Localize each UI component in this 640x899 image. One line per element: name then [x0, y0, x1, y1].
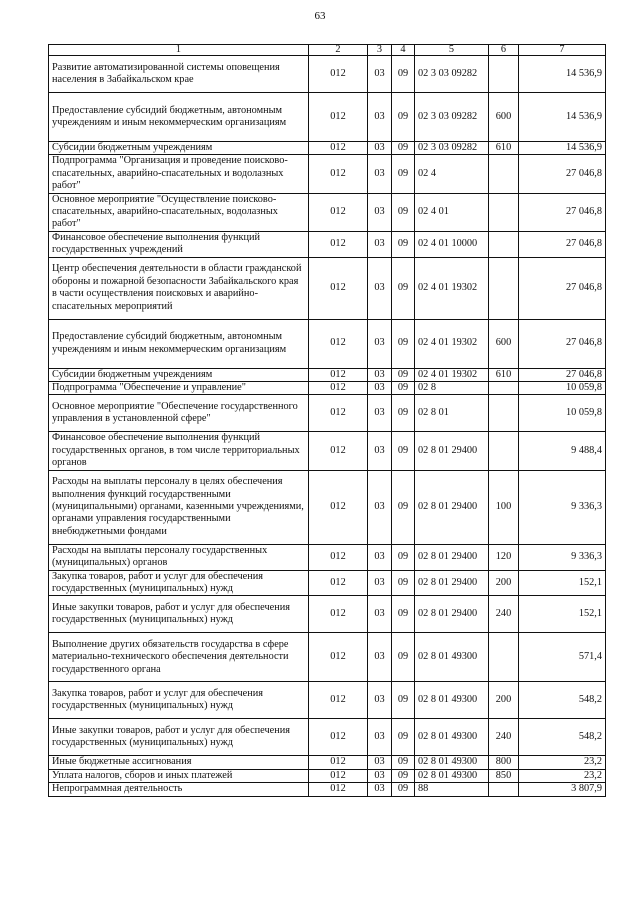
admin-code-cell: 012	[309, 769, 368, 782]
table-row	[49, 142, 606, 155]
amount-cell: 14 536,9	[519, 93, 606, 142]
expense-type-cell	[489, 193, 519, 231]
row-name-cell: Подпрограмма "Обеспечение и управление"	[49, 382, 309, 395]
subsection-code-cell: 09	[392, 155, 415, 193]
row-name-cell: Расходы на выплаты персоналу в целях обеспечения выполнения функций государственными (муниципальными) органами, казенными учреждениями, органами управления государственными внебюджетными фондами	[49, 470, 309, 544]
section-code-cell: 03	[368, 756, 392, 769]
expense-type-cell: 200	[489, 682, 519, 719]
row-name-cell: Финансовое обеспечение выполнения функций государственных органов, в том числе территориальных органов	[49, 432, 309, 470]
section-code-cell: 03	[368, 719, 392, 756]
subsection-code-cell: 09	[392, 570, 415, 596]
target-article-cell: 88	[415, 783, 489, 796]
row-name-cell: Закупка товаров, работ и услуг для обеспечения государственных (муниципальных) нужд	[49, 682, 309, 719]
admin-code-cell: 012	[309, 570, 368, 596]
header-cell: 7	[519, 45, 606, 56]
amount-cell: 548,2	[519, 719, 606, 756]
table-row	[49, 470, 606, 544]
expense-type-cell	[489, 231, 519, 257]
row-name-cell: Основное мероприятие "Осуществление поисково-спасательных, аварийно-спасательных, водолазных работ"	[49, 193, 309, 231]
section-code-cell: 03	[368, 56, 392, 93]
section-code-cell: 03	[368, 368, 392, 381]
amount-cell: 10 059,8	[519, 382, 606, 395]
target-article-cell: 02 8 01	[415, 395, 489, 432]
admin-code-cell: 012	[309, 155, 368, 193]
admin-code-cell: 012	[309, 719, 368, 756]
subsection-code-cell: 09	[392, 756, 415, 769]
admin-code-cell: 012	[309, 231, 368, 257]
expense-type-cell	[489, 155, 519, 193]
target-article-cell: 02 3 03 09282	[415, 93, 489, 142]
table-row	[49, 544, 606, 570]
expense-type-cell	[489, 56, 519, 93]
row-name-cell: Субсидии бюджетным учреждениям	[49, 142, 309, 155]
amount-cell: 27 046,8	[519, 319, 606, 368]
admin-code-cell: 012	[309, 142, 368, 155]
row-name-cell: Иные бюджетные ассигнования	[49, 756, 309, 769]
target-article-cell: 02 8 01 49300	[415, 769, 489, 782]
table-row	[49, 432, 606, 470]
table-row	[49, 395, 606, 432]
amount-cell: 152,1	[519, 596, 606, 633]
header-cell: 3	[368, 45, 392, 56]
table-row	[49, 596, 606, 633]
target-article-cell: 02 4 01 19302	[415, 319, 489, 368]
row-name-cell: Финансовое обеспечение выполнения функций государственных учреждений	[49, 231, 309, 257]
admin-code-cell: 012	[309, 432, 368, 470]
target-article-cell: 02 8	[415, 382, 489, 395]
subsection-code-cell: 09	[392, 142, 415, 155]
amount-cell: 23,2	[519, 756, 606, 769]
row-name-cell: Иные закупки товаров, работ и услуг для обеспечения государственных (муниципальных) нужд	[49, 719, 309, 756]
admin-code-cell: 012	[309, 756, 368, 769]
subsection-code-cell: 09	[392, 93, 415, 142]
target-article-cell: 02 8 01 49300	[415, 756, 489, 769]
admin-code-cell: 012	[309, 395, 368, 432]
header-cell: 6	[489, 45, 519, 56]
target-article-cell: 02 3 03 09282	[415, 56, 489, 93]
expense-type-cell	[489, 257, 519, 319]
row-name-cell: Субсидии бюджетным учреждениям	[49, 368, 309, 381]
admin-code-cell: 012	[309, 783, 368, 796]
row-name-cell: Непрограммная деятельность	[49, 783, 309, 796]
section-code-cell: 03	[368, 544, 392, 570]
expense-type-cell: 240	[489, 719, 519, 756]
target-article-cell: 02 4 01 10000	[415, 231, 489, 257]
section-code-cell: 03	[368, 142, 392, 155]
subsection-code-cell: 09	[392, 633, 415, 682]
amount-cell: 27 046,8	[519, 257, 606, 319]
header-cell: 5	[415, 45, 489, 56]
section-code-cell: 03	[368, 432, 392, 470]
section-code-cell: 03	[368, 570, 392, 596]
row-name-cell: Выполнение других обязательств государства в сфере материально-технического обеспечения деятельности государственного органа	[49, 633, 309, 682]
admin-code-cell: 012	[309, 596, 368, 633]
row-name-cell: Центр обеспечения деятельности в области гражданской обороны и пожарной безопасности Забайкальского края в части осуществления поисковых и аварийно-спасательных мероприятий	[49, 257, 309, 319]
expense-type-cell: 600	[489, 93, 519, 142]
table-row	[49, 769, 606, 782]
section-code-cell: 03	[368, 682, 392, 719]
amount-cell: 23,2	[519, 769, 606, 782]
amount-cell: 9 488,4	[519, 432, 606, 470]
subsection-code-cell: 09	[392, 769, 415, 782]
admin-code-cell: 012	[309, 257, 368, 319]
table-row	[49, 257, 606, 319]
section-code-cell: 03	[368, 395, 392, 432]
expense-type-cell	[489, 432, 519, 470]
expense-type-cell	[489, 783, 519, 796]
expense-type-cell: 200	[489, 570, 519, 596]
header-cell: 1	[49, 45, 309, 56]
amount-cell: 9 336,3	[519, 544, 606, 570]
expense-type-cell: 610	[489, 368, 519, 381]
expense-type-cell: 850	[489, 769, 519, 782]
table-row	[49, 633, 606, 682]
subsection-code-cell: 09	[392, 382, 415, 395]
target-article-cell: 02 3 03 09282	[415, 142, 489, 155]
subsection-code-cell: 09	[392, 783, 415, 796]
amount-cell: 27 046,8	[519, 231, 606, 257]
amount-cell: 10 059,8	[519, 395, 606, 432]
admin-code-cell: 012	[309, 470, 368, 544]
expense-type-cell	[489, 633, 519, 682]
page-number: 63	[314, 10, 326, 22]
section-code-cell: 03	[368, 783, 392, 796]
target-article-cell: 02 8 01 49300	[415, 719, 489, 756]
header-cell: 2	[309, 45, 368, 56]
row-name-cell: Уплата налогов, сборов и иных платежей	[49, 769, 309, 782]
expense-type-cell: 600	[489, 319, 519, 368]
subsection-code-cell: 09	[392, 544, 415, 570]
target-article-cell: 02 8 01 29400	[415, 596, 489, 633]
table-row	[49, 756, 606, 769]
expense-type-cell: 100	[489, 470, 519, 544]
table-row	[49, 719, 606, 756]
admin-code-cell: 012	[309, 319, 368, 368]
subsection-code-cell: 09	[392, 682, 415, 719]
expense-type-cell	[489, 382, 519, 395]
subsection-code-cell: 09	[392, 596, 415, 633]
table-row	[49, 368, 606, 381]
section-code-cell: 03	[368, 596, 392, 633]
table-row	[49, 682, 606, 719]
table-row	[49, 570, 606, 596]
table-row	[49, 155, 606, 193]
table-row	[49, 193, 606, 231]
amount-cell: 27 046,8	[519, 193, 606, 231]
table-row	[49, 93, 606, 142]
header-row	[49, 45, 606, 56]
amount-cell: 27 046,8	[519, 155, 606, 193]
subsection-code-cell: 09	[392, 231, 415, 257]
admin-code-cell: 012	[309, 368, 368, 381]
table-row	[49, 319, 606, 368]
row-name-cell: Предоставление субсидий бюджетным, автономным учреждениям и иным некоммерческим организациям	[49, 319, 309, 368]
admin-code-cell: 012	[309, 382, 368, 395]
admin-code-cell: 012	[309, 682, 368, 719]
subsection-code-cell: 09	[392, 319, 415, 368]
budget-table	[48, 44, 606, 797]
table-row	[49, 231, 606, 257]
row-name-cell: Иные закупки товаров, работ и услуг для обеспечения государственных (муниципальных) нужд	[49, 596, 309, 633]
row-name-cell: Расходы на выплаты персоналу государственных (муниципальных) органов	[49, 544, 309, 570]
amount-cell: 14 536,9	[519, 142, 606, 155]
section-code-cell: 03	[368, 257, 392, 319]
row-name-cell: Подпрограмма "Организация и проведение поисково-спасательных, аварийно-спасательных и водолазных работ"	[49, 155, 309, 193]
expense-type-cell: 800	[489, 756, 519, 769]
row-name-cell: Основное мероприятие "Обеспечение государственного управления в установленной сфере"	[49, 395, 309, 432]
expense-type-cell	[489, 395, 519, 432]
subsection-code-cell: 09	[392, 719, 415, 756]
admin-code-cell: 012	[309, 193, 368, 231]
section-code-cell: 03	[368, 769, 392, 782]
row-name-cell: Развитие автоматизированной системы оповещения населения в Забайкальском крае	[49, 56, 309, 93]
amount-cell: 9 336,3	[519, 470, 606, 544]
row-name-cell: Предоставление субсидий бюджетным, автономным учреждениям и иным некоммерческим организациям	[49, 93, 309, 142]
admin-code-cell: 012	[309, 633, 368, 682]
amount-cell: 27 046,8	[519, 368, 606, 381]
target-article-cell: 02 8 01 49300	[415, 633, 489, 682]
target-article-cell: 02 4 01	[415, 193, 489, 231]
section-code-cell: 03	[368, 470, 392, 544]
target-article-cell: 02 4 01 19302	[415, 257, 489, 319]
table-row	[49, 382, 606, 395]
target-article-cell: 02 8 01 29400	[415, 570, 489, 596]
target-article-cell: 02 8 01 29400	[415, 544, 489, 570]
subsection-code-cell: 09	[392, 395, 415, 432]
expense-type-cell: 120	[489, 544, 519, 570]
table-row	[49, 783, 606, 796]
admin-code-cell: 012	[309, 56, 368, 93]
subsection-code-cell: 09	[392, 368, 415, 381]
target-article-cell: 02 8 01 49300	[415, 682, 489, 719]
expense-type-cell: 610	[489, 142, 519, 155]
expense-type-cell: 240	[489, 596, 519, 633]
row-name-cell: Закупка товаров, работ и услуг для обеспечения государственных (муниципальных) нужд	[49, 570, 309, 596]
section-code-cell: 03	[368, 382, 392, 395]
target-article-cell: 02 8 01 29400	[415, 432, 489, 470]
admin-code-cell: 012	[309, 544, 368, 570]
section-code-cell: 03	[368, 319, 392, 368]
subsection-code-cell: 09	[392, 193, 415, 231]
subsection-code-cell: 09	[392, 470, 415, 544]
section-code-cell: 03	[368, 231, 392, 257]
amount-cell: 152,1	[519, 570, 606, 596]
admin-code-cell: 012	[309, 93, 368, 142]
amount-cell: 14 536,9	[519, 56, 606, 93]
target-article-cell: 02 4 01 19302	[415, 368, 489, 381]
header-cell: 4	[392, 45, 415, 56]
section-code-cell: 03	[368, 193, 392, 231]
amount-cell: 3 807,9	[519, 783, 606, 796]
target-article-cell: 02 8 01 29400	[415, 470, 489, 544]
section-code-cell: 03	[368, 155, 392, 193]
subsection-code-cell: 09	[392, 257, 415, 319]
subsection-code-cell: 09	[392, 56, 415, 93]
amount-cell: 548,2	[519, 682, 606, 719]
amount-cell: 571,4	[519, 633, 606, 682]
section-code-cell: 03	[368, 93, 392, 142]
subsection-code-cell: 09	[392, 432, 415, 470]
section-code-cell: 03	[368, 633, 392, 682]
table-row	[49, 56, 606, 93]
target-article-cell: 02 4	[415, 155, 489, 193]
